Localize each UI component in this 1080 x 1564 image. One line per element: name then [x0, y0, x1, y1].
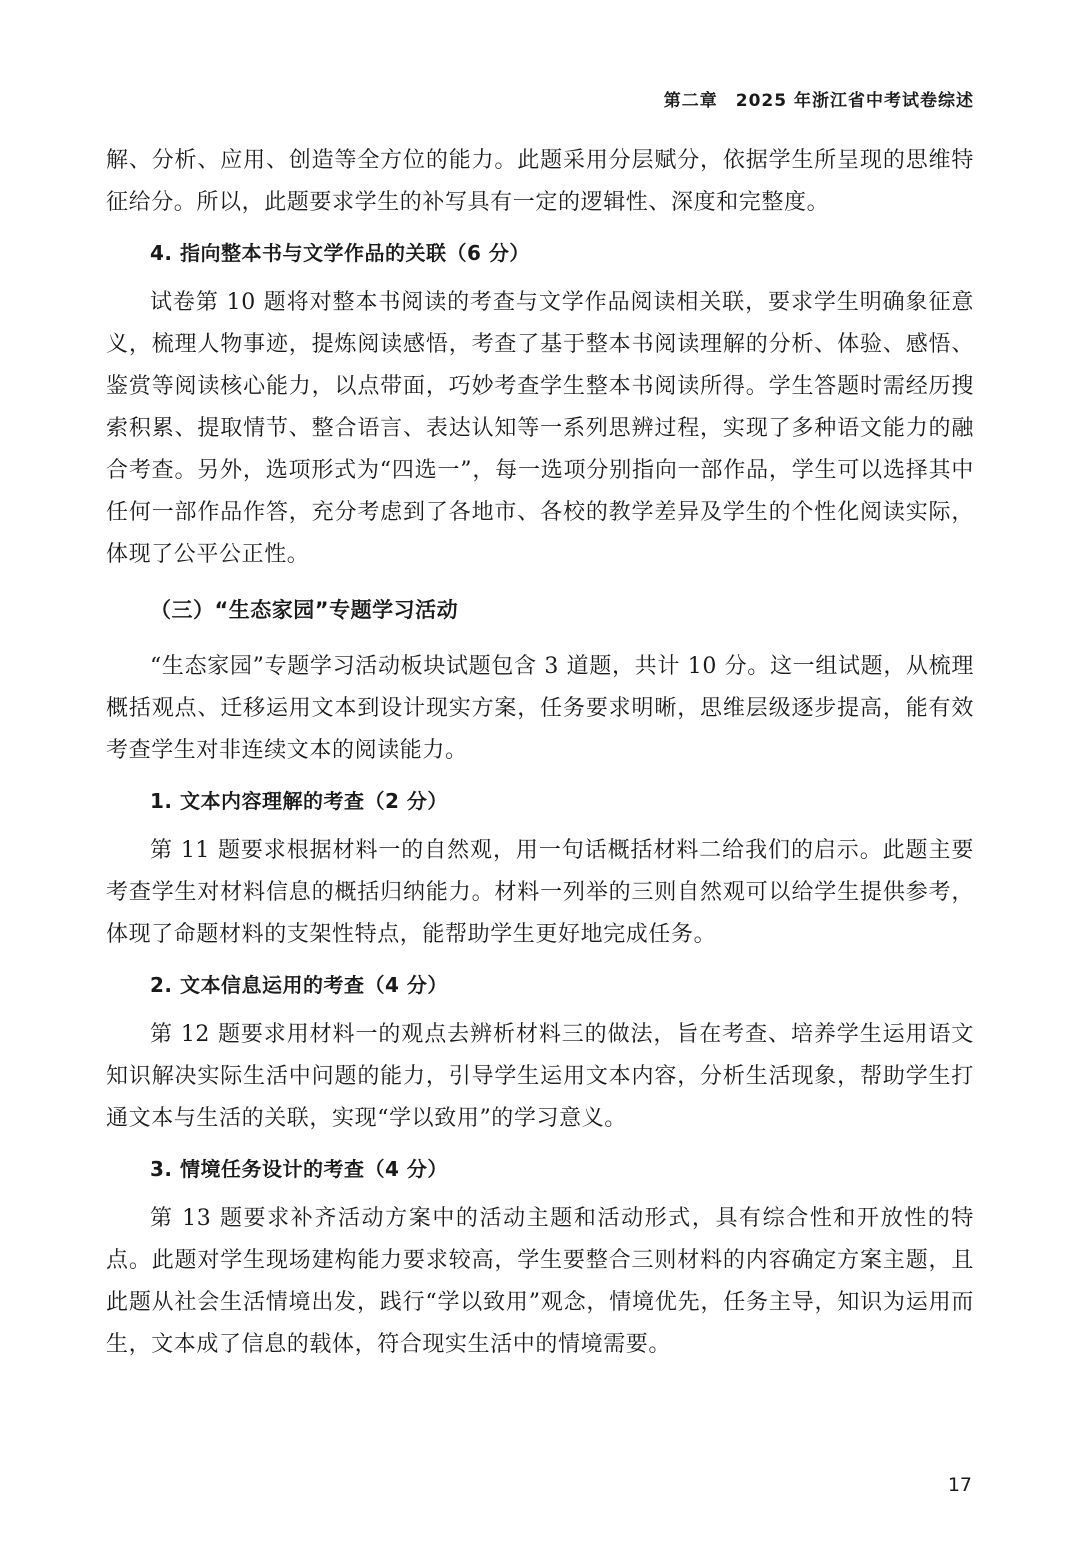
page-number: 17 — [947, 1474, 972, 1496]
paragraph: 试卷第 10 题将对整本书阅读的考查与文学作品阅读相关联，要求学生明确象征意义，梳理人物事迹，提炼阅读感悟，考查了基于整本书阅读理解的分析、体验、感悟、鉴赏等阅读核心能力，以点带面，巧妙考查学生整本书阅读所得。学生答题时需经历搜索积累、提取情节、整合语言、表达认知等一系列思辨过程，实现了多种语文能力的融合考查。另外，选项形式为“四选一”，每一选项分别指向一部作品，学生可以选择其中任何一部作品作答，充分考虑到了各地市、各校的教学差异及学生的个性化阅读实际，体现了公平公正性。 — [106, 290, 974, 567]
running-header: 第二章 2025 年浙江省中考试卷综述 — [663, 91, 974, 111]
body-text — [106, 140, 974, 1366]
section-heading: 1. 文本内容理解的考查（2 分） — [150, 789, 448, 813]
paragraph: 第 12 题要求用材料一的观点去辨析材料三的做法，旨在考查、培养学生运用语文知识解决实际生活中问题的能力，引导学生运用文本内容，分析生活现象，帮助学生打通文本与生活的关联，实现“学以致用”的学习意义。 — [106, 1022, 974, 1131]
paragraph: 第 11 题要求根据材料一的自然观，用一句话概括材料二给我们的启示。此题主要考查学生对材料信息的概括归纳能力。材料一列举的三则自然观可以给学生提供参考，体现了命题材料的支架性特点，能帮助学生更好地完成任务。 — [106, 838, 974, 947]
subsection-heading: （三）“生态家园”专题学习活动 — [150, 598, 459, 622]
paragraph: 第 13 题要求补齐活动方案中的活动主题和活动形式，具有综合性和开放性的特点。此题对学生现场建构能力要求较高，学生要整合三则材料的内容确定方案主题，且此题从社会生活情境出发，践行“学以致用”观念，情境优先，任务主导，知识为运用而生，文本成了信息的载体，符合现实生活中的情境需要。 — [106, 1206, 974, 1357]
section-heading: 2. 文本信息运用的考查（4 分） — [150, 973, 448, 997]
paragraph: “生态家园”专题学习活动板块试题包含 3 道题，共计 10 分。这一组试题，从梳理概括观点、迁移运用文本到设计现实方案，任务要求明晰，思维层级逐步提高，能有效考查学生对非连续文本的阅读能力。 — [106, 654, 974, 763]
section-heading: 4. 指向整本书与文学作品的关联（6 分） — [150, 241, 530, 265]
section-heading: 3. 情境任务设计的考查（4 分） — [150, 1157, 448, 1181]
paragraph: 解、分析、应用、创造等全方位的能力。此题采用分层赋分，依据学生所呈现的思维特征给分。所以，此题要求学生的补写具有一定的逻辑性、深度和完整度。 — [106, 148, 974, 215]
